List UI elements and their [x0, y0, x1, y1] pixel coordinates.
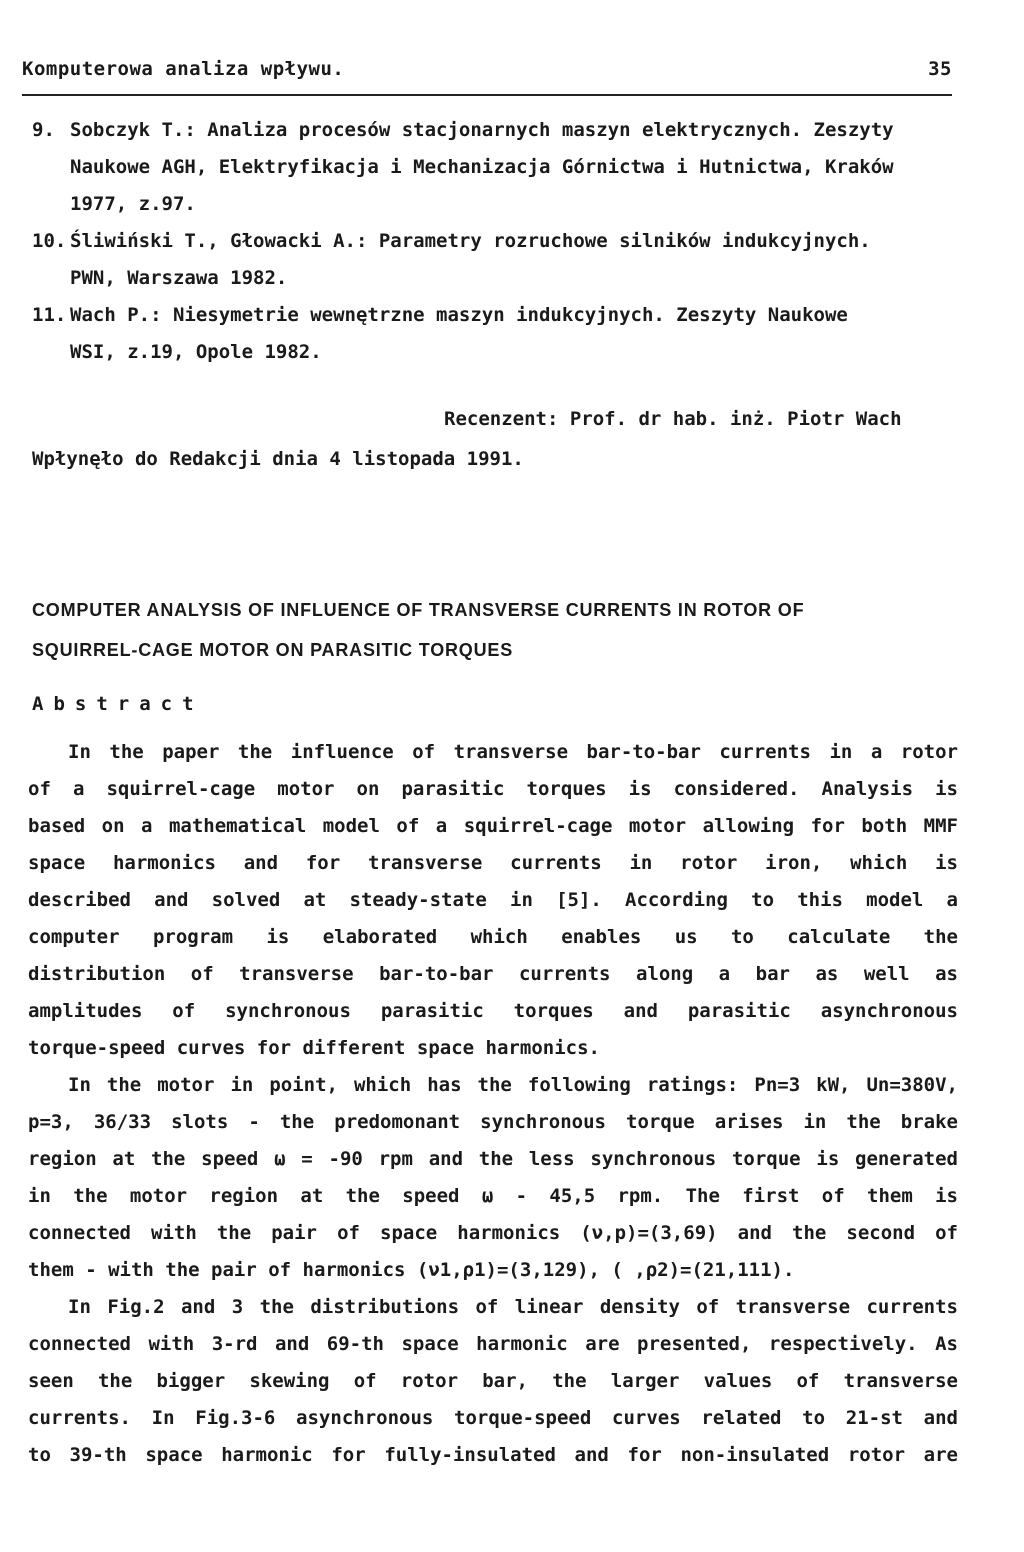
- abstract-line: space harmonics and for transverse currents in rotor iron, which is: [28, 852, 958, 874]
- received-date: Wpłynęło do Redakcji dnia 4 listopada 1991.: [32, 448, 524, 470]
- reference-number: 9.: [32, 119, 55, 141]
- abstract-line: In Fig.2 and 3 the distributions of linear density of transverse currents: [68, 1296, 958, 1318]
- reference-line: WSI, z.19, Opole 1982.: [70, 341, 322, 363]
- abstract-line: distribution of transverse bar-to-bar currents along a bar as well as: [28, 963, 958, 985]
- abstract-line: currents. In Fig.3-6 asynchronous torque-speed curves related to 21-st and: [28, 1407, 958, 1429]
- abstract-line: based on a mathematical model of a squirrel-cage motor allowing for both MMF: [28, 815, 958, 837]
- header-rule: [22, 94, 952, 96]
- abstract-line: in the motor region at the speed ω - 45,5 rpm. The first of them is: [28, 1185, 958, 1207]
- abstract-line: p=3, 36/33 slots - the predomonant synchronous torque arises in the brake: [28, 1111, 958, 1133]
- reference-item: [32, 223, 962, 297]
- abstract-line: seen the bigger skewing of rotor bar, the larger values of transverse: [28, 1370, 958, 1392]
- abstract-body: [28, 734, 958, 1474]
- abstract-line: region at the speed ω = -90 rpm and the less synchronous torque is generated: [28, 1148, 958, 1170]
- page-number: 35: [928, 58, 952, 80]
- reference-number: 11.: [32, 304, 67, 326]
- abstract-line: amplitudes of synchronous parasitic torques and parasitic asynchronous: [28, 1000, 958, 1022]
- title-line: COMPUTER ANALYSIS OF INFLUENCE OF TRANSVERSE CURRENTS IN ROTOR OF: [32, 600, 805, 620]
- abstract-line: connected with the pair of space harmonics (ν,p)=(3,69) and the second of: [28, 1222, 958, 1244]
- abstract-line: torque-speed curves for different space harmonics.: [28, 1037, 600, 1059]
- reference-item: [32, 297, 962, 371]
- reviewer-note: Recenzent: Prof. dr hab. inż. Piotr Wach: [444, 408, 902, 430]
- reference-list: [32, 112, 962, 371]
- english-title: [32, 590, 962, 670]
- reference-number: 10.: [32, 230, 67, 252]
- reference-line: Wach P.: Niesymetrie wewnętrzne maszyn indukcyjnych. Zeszyty Naukowe: [70, 304, 848, 326]
- abstract-heading: Abstract: [32, 693, 204, 715]
- reference-line: Sobczyk T.: Analiza procesów stacjonarnych maszyn elektrycznych. Zeszyty: [70, 119, 894, 141]
- abstract-line: of a squirrel-cage motor on parasitic torques is considered. Analysis is: [28, 778, 958, 800]
- abstract-line: described and solved at steady-state in [5]. According to this model a: [28, 889, 958, 911]
- reference-line: Śliwiński T., Głowacki A.: Parametry rozruchowe silników indukcyjnych.: [70, 230, 871, 252]
- reference-item: [32, 112, 962, 223]
- abstract-line: In the paper the influence of transverse bar-to-bar currents in a rotor: [68, 741, 958, 763]
- reference-line: Naukowe AGH, Elektryfikacja i Mechanizacja Górnictwa i Hutnictwa, Kraków: [70, 156, 894, 178]
- abstract-line: to 39-th space harmonic for fully-insulated and for non-insulated rotor are: [28, 1444, 958, 1466]
- running-title: Komputerowa analiza wpływu.: [22, 58, 345, 80]
- abstract-line: them - with the pair of harmonics (ν1,ρ1)=(3,129), ( ,ρ2)=(21,111).: [28, 1259, 795, 1281]
- abstract-line: connected with 3-rd and 69-th space harmonic are presented, respectively. As: [28, 1333, 958, 1355]
- reference-line: PWN, Warszawa 1982.: [70, 267, 288, 289]
- running-header: [22, 58, 952, 88]
- abstract-line: In the motor in point, which has the following ratings: Pn=3 kW, Un=380V,: [68, 1074, 958, 1096]
- abstract-line: computer program is elaborated which enables us to calculate the: [28, 926, 958, 948]
- reference-line: 1977, z.97.: [70, 193, 196, 215]
- title-line: SQUIRREL-CAGE MOTOR ON PARASITIC TORQUES: [32, 640, 514, 660]
